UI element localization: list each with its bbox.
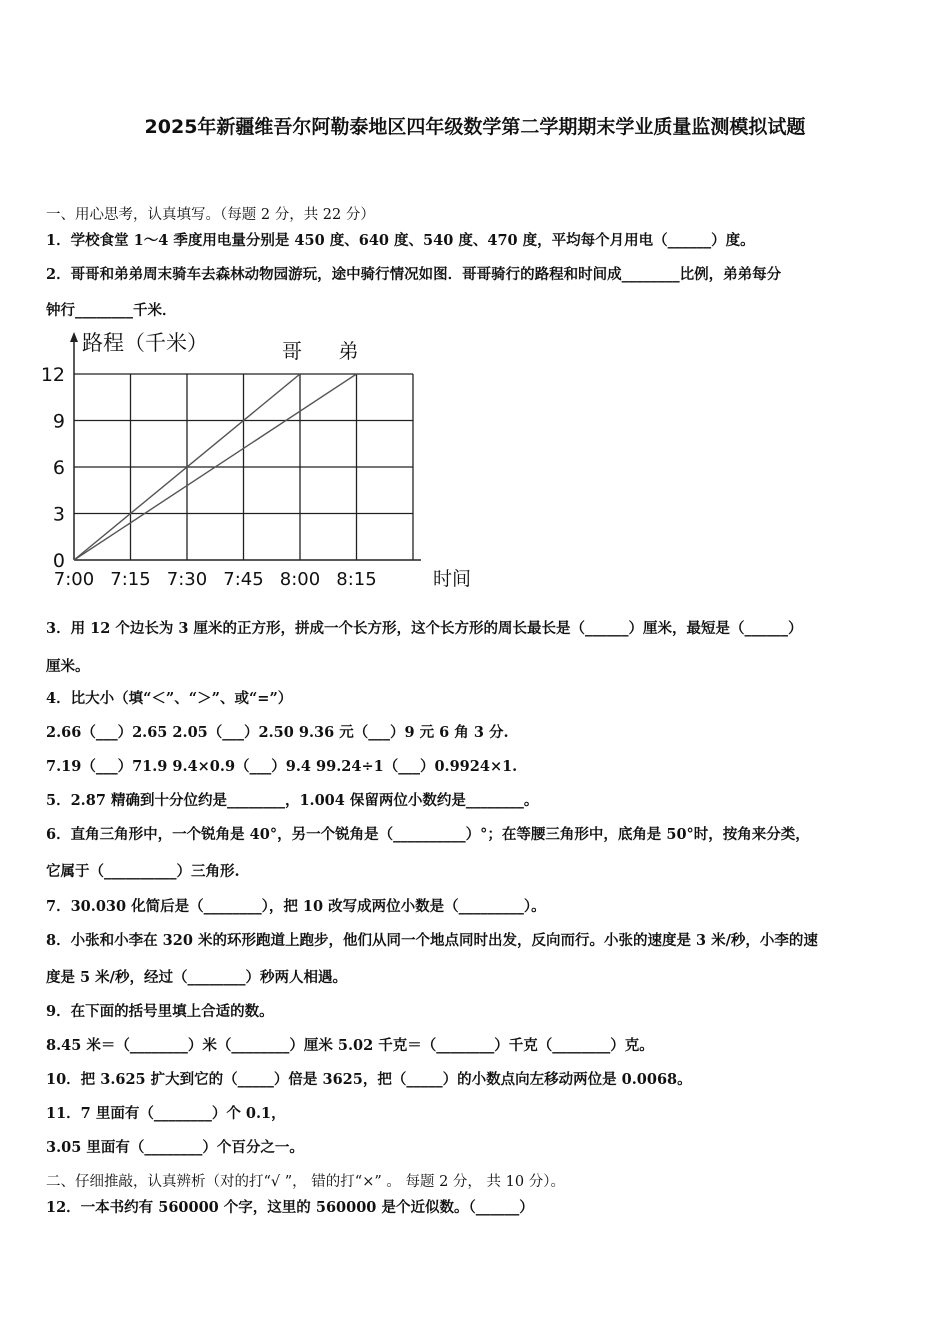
chart-grid: [74, 374, 413, 560]
question-11-line-1: 11．7 里面有（________）个 0.1，: [46, 1105, 286, 1122]
x-tick-label: 7:15: [110, 569, 151, 590]
question-10: 10．把 3.625 扩大到它的（_____）倍是 3625，把（_____）的小数点向左移动两位是 0.0068。: [46, 1071, 692, 1088]
question-11-line-2: 3.05 里面有（________）个百分之一。: [46, 1139, 304, 1156]
question-8-line-1: 8．小张和小李在 320 米的环形跑道上跑步，他们从同一个地点同时出发，反向而行。小张的速度是 3 米/秒，小李的速: [46, 932, 818, 949]
x-tick-label: 7:00: [53, 569, 95, 590]
y-tick-label: 0: [52, 550, 65, 572]
page-title: 2025年新疆维吾尔阿勒泰地区四年级数学第二学期期末学业质量监测模拟试题: [144, 116, 806, 138]
y-tick-label: 12: [40, 364, 65, 386]
section-2-heading: 二、仔细推敲，认真辨析（对的打“√ ”， 错的打“×” 。 每题 2 分， 共 10 分）。: [46, 1174, 565, 1190]
chart-axes: [70, 332, 421, 560]
y-axis-label: 路程（千米）: [82, 331, 208, 355]
series-label: 哥: [282, 339, 302, 363]
x-axis-label: 时间: [433, 568, 472, 590]
question-2-line-2: 钟行________千米．: [46, 302, 177, 319]
x-tick-label: 7:30: [166, 569, 208, 590]
series-label: 弟: [338, 339, 359, 363]
question-3-line-2: 厘米。: [46, 658, 90, 675]
question-7: 7．30.030 化简后是（________），把 10 改写成两位小数是（_________）。: [46, 898, 546, 915]
y-tick-label: 6: [52, 457, 65, 479]
x-tick-label: 8:15: [336, 569, 377, 590]
question-2-line-1: 2．哥哥和弟弟周末骑车去森林动物园游玩，途中骑行情况如图．哥哥骑行的路程和时间成________比例，弟弟每分: [46, 266, 782, 283]
question-12: 12．一本书约有 560000 个字，这里的 560000 是个近似数。（______）: [46, 1199, 534, 1216]
y-tick-label: 3: [52, 503, 65, 526]
section-1-heading: 一、用心思考，认真填写。（每题 2 分，共 22 分）: [46, 207, 375, 223]
question-8-line-2: 度是 5 米/秒，经过（________）秒两人相遇。: [46, 969, 347, 986]
question-4-row-2: 7.19（___）71.9 9.4×0.9（___）9.4 99.24÷1（___）0.9924×1.: [46, 758, 518, 775]
y-axis-arrow: [70, 332, 78, 342]
question-9: 9．在下面的括号里填上合适的数。: [46, 1003, 274, 1020]
question-5: 5．2.87 精确到十分位约是________，1.004 保留两位小数约是________。: [46, 792, 539, 809]
x-tick-label: 8:00: [279, 569, 321, 590]
question-4: 4．比大小（填“＜”、“＞”、或“=”）: [46, 690, 293, 707]
chart-labels: [41, 331, 471, 590]
distance-time-chart: [40, 326, 472, 591]
x-tick-label: 7:45: [223, 569, 264, 590]
question-6-line-2: 它属于（__________）三角形.: [46, 863, 240, 880]
question-9-row: 8.45 米＝（________）米（________）厘米 5.02 千克＝（________）千克（________）克。: [46, 1037, 654, 1054]
question-3-line-1: 3．用 12 个边长为 3 厘米的正方形，拼成一个长方形，这个长方形的周长最长是（______）厘米，最短是（______）: [46, 620, 803, 637]
question-4-row-1: 2.66（___）2.65 2.05（___）2.50 9.36 元（___）9 元 6 角 3 分.: [46, 724, 509, 741]
y-tick-label: 9: [52, 410, 65, 433]
question-1: 1．学校食堂 1～4 季度用电量分别是 450 度、640 度、540 度、470 度，平均每个月用电（______）度。: [46, 232, 755, 249]
question-6-line-1: 6．直角三角形中，一个锐角是 40°，另一个锐角是（__________）°；在等腰三角形中，底角是 50°时，按角来分类，: [46, 826, 810, 843]
